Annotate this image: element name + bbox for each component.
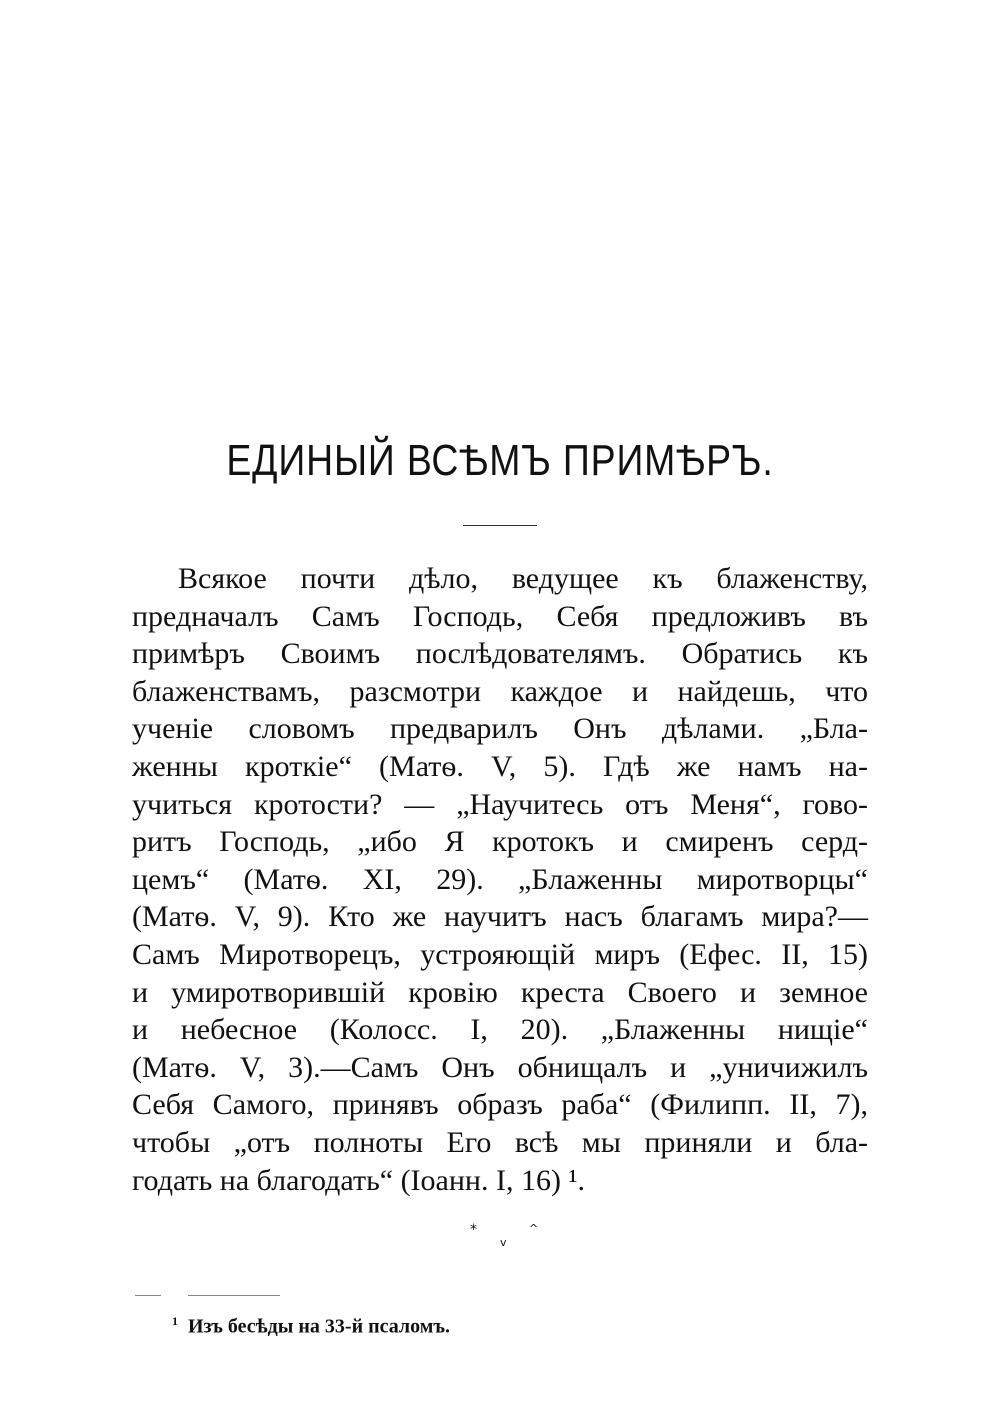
text-line: ученіе словомъ предварилъ Онъ дѣлами. „Бла- [132, 712, 868, 746]
text-line: цемъ“ (Матѳ. XI, 29). „Блаженны миротворцы“ [132, 862, 868, 896]
title-divider [463, 525, 537, 526]
footnote-mark: 1 [172, 1314, 178, 1328]
text-line: Всякое почти дѣло, ведущее къ блаженству, [178, 562, 868, 595]
footnote-divider [188, 1295, 280, 1296]
text-line: ритъ Господь, „ибо Я кротокъ и смиренъ серд- [132, 825, 868, 859]
page-title: ЕДИНЫЙ ВСѢМЪ ПРИМѢРЪ. [226, 436, 774, 485]
text-line: (Матѳ. V, 9). Кто же научитъ насъ благамъ мира?— [132, 900, 868, 934]
footnote-divider [135, 1295, 161, 1296]
ornament-mark: ^ [529, 1222, 539, 1235]
text-line: Самъ Миротворецъ, устрояющій миръ (Ефес. II, 15) [132, 937, 868, 971]
text-line: женны кроткіе“ (Матѳ. V, 5). Гдѣ же намъ на- [132, 749, 868, 783]
text-line: чтобы „отъ полноты Его всѣ мы приняли и бла- [132, 1125, 868, 1159]
footnote-text: Изъ бесѣды на 33-й псаломъ. [188, 1315, 451, 1338]
ornament-asterisk: * [470, 1222, 477, 1238]
text-line: годать на благодать“ (Іоанн. I, 16) ¹. [132, 1163, 585, 1197]
text-line: предначалъ Самъ Господь, Себя предложивъ въ [132, 599, 868, 633]
text-line: Себя Самого, принявъ образъ раба“ (Филипп. II, 7), [132, 1088, 868, 1122]
text-line: и умиротворившій кровію креста Своего и земное [132, 975, 868, 1009]
text-line: блаженствамъ, разсмотри каждое и найдешь, что [132, 674, 868, 708]
text-line: (Матѳ. V, 3).—Самъ Онъ обнищалъ и „уничижилъ [132, 1050, 868, 1084]
text-line: учиться кротости? — „Научитесь отъ Меня“, гово- [132, 787, 868, 821]
text-line: примѣръ Своимъ послѣдователямъ. Обратись къ [132, 637, 868, 671]
ornament-mark: v [500, 1236, 507, 1249]
footnote [172, 1314, 450, 1339]
body-paragraph [132, 560, 868, 1199]
text-line: и небесное (Колосс. I, 20). „Блаженны нищіе“ [132, 1013, 868, 1047]
